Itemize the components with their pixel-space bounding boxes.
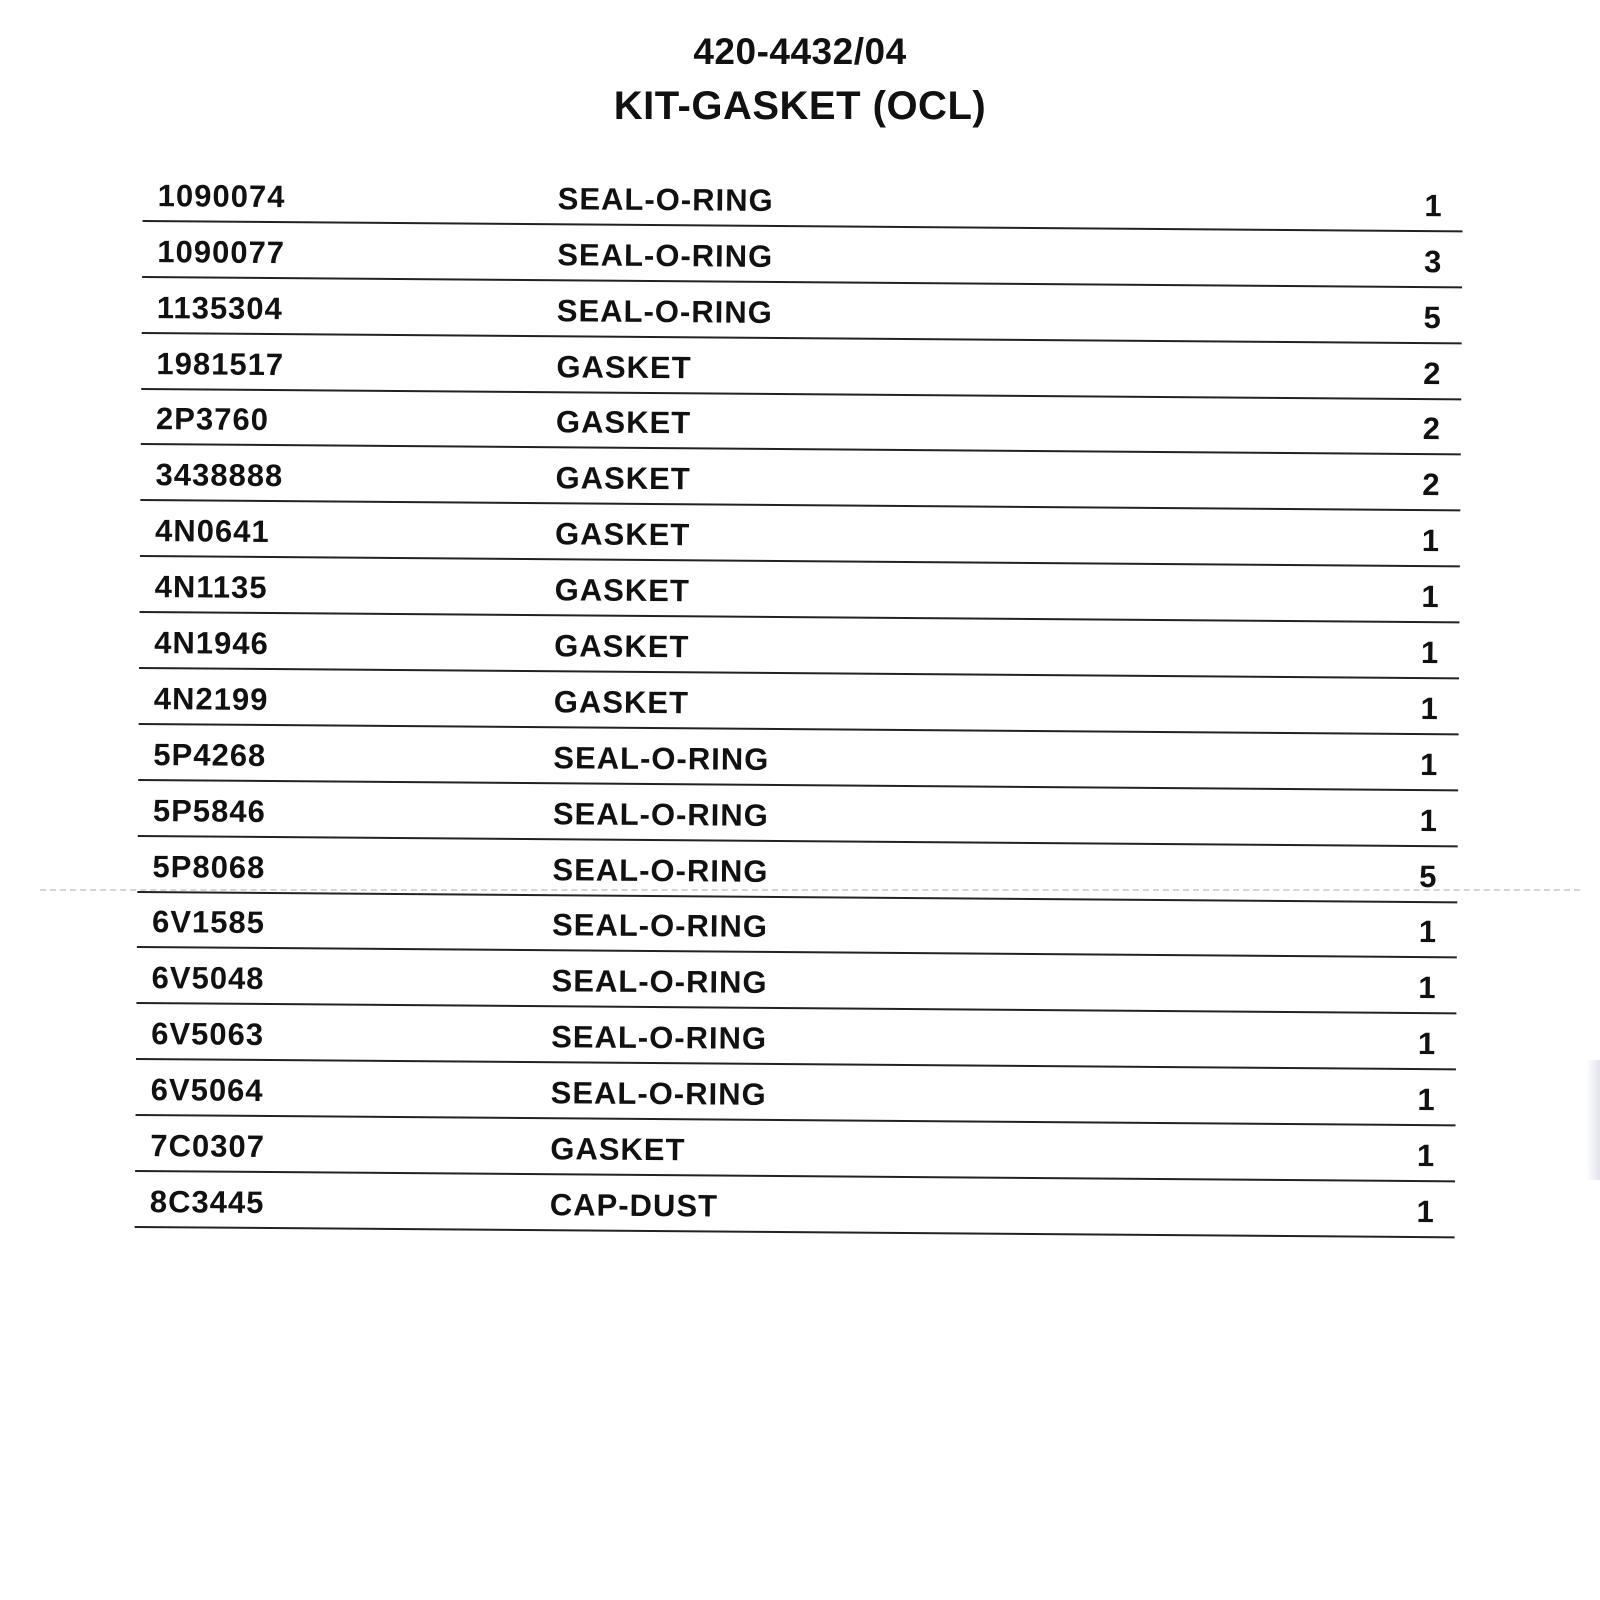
part-number-cell: 7C0307 — [150, 1128, 266, 1165]
quantity-cell: 1 — [1419, 802, 1439, 838]
part-number-cell: 5P4268 — [153, 736, 267, 773]
description-cell: SEAL-O-RING — [550, 1075, 767, 1113]
quantity-cell: 1 — [1418, 914, 1438, 950]
description-cell: GASKET — [553, 684, 690, 721]
description-cell: GASKET — [554, 572, 691, 609]
paper-fold-line — [40, 889, 1580, 891]
part-number-cell: 5P8068 — [152, 848, 266, 885]
quantity-cell: 1 — [1420, 635, 1440, 671]
description-cell: SEAL-O-RING — [552, 795, 769, 833]
parts-row — [139, 557, 1459, 623]
quantity-cell: 1 — [1424, 187, 1443, 224]
part-number-cell: 8C3445 — [149, 1184, 265, 1220]
parts-row — [136, 1060, 1456, 1126]
parts-row — [139, 669, 1459, 735]
part-number-cell: 6V5048 — [151, 960, 265, 997]
description-cell: SEAL-O-RING — [556, 292, 773, 330]
quantity-cell: 1 — [1416, 1193, 1435, 1230]
quantity-cell: 2 — [1423, 355, 1442, 391]
quantity-cell: 5 — [1419, 858, 1438, 894]
parts-row — [135, 1116, 1455, 1182]
part-number-cell: 6V1585 — [151, 904, 266, 941]
part-number-cell: 3438888 — [155, 457, 284, 494]
part-number-cell: 4N1946 — [154, 625, 269, 662]
quantity-cell: 2 — [1422, 467, 1441, 503]
description-cell: GASKET — [554, 628, 690, 665]
quantity-cell: 1 — [1421, 523, 1441, 559]
parts-row — [137, 893, 1457, 959]
quantity-cell: 1 — [1417, 1082, 1436, 1118]
part-number-cell: 1090077 — [157, 233, 286, 270]
parts-row — [136, 948, 1456, 1014]
document-header — [0, 26, 1600, 134]
parts-row — [143, 166, 1463, 232]
description-cell: SEAL-O-RING — [557, 181, 774, 218]
part-number-cell: 2P3760 — [155, 401, 270, 438]
parts-row — [141, 334, 1461, 400]
parts-row — [135, 1172, 1455, 1238]
part-number-cell: 4N0641 — [154, 513, 270, 550]
parts-row — [136, 1004, 1456, 1070]
quantity-cell: 5 — [1423, 299, 1442, 335]
description-cell: GASKET — [555, 460, 691, 497]
part-number-cell: 4N1135 — [154, 569, 268, 606]
description-cell: SEAL-O-RING — [551, 907, 769, 945]
quantity-cell: 1 — [1419, 746, 1439, 782]
parts-row — [137, 837, 1457, 903]
part-number-cell: 6V5063 — [151, 1016, 265, 1053]
description-cell: GASKET — [554, 516, 691, 553]
quantity-cell: 2 — [1422, 411, 1442, 447]
parts-row — [139, 613, 1459, 679]
quantity-cell: 1 — [1416, 1138, 1436, 1174]
parts-row — [140, 445, 1460, 511]
kit-title: KIT-GASKET (OCL) — [613, 84, 987, 128]
parts-row — [138, 725, 1458, 791]
scan-edge-mark — [1586, 1060, 1600, 1180]
description-cell: SEAL-O-RING — [553, 740, 770, 777]
description-cell: GASKET — [555, 404, 692, 441]
parts-list — [135, 166, 1463, 1238]
quantity-cell: 3 — [1423, 243, 1443, 279]
description-cell: CAP-DUST — [549, 1187, 719, 1224]
parts-row — [138, 781, 1458, 847]
parts-row — [140, 501, 1460, 567]
description-cell: GASKET — [556, 348, 692, 385]
quantity-cell: 1 — [1417, 1026, 1437, 1062]
quantity-cell: 1 — [1418, 970, 1437, 1006]
parts-row — [142, 222, 1462, 288]
parts-row — [141, 390, 1461, 456]
quantity-cell: 1 — [1421, 579, 1440, 615]
part-number-cell: 1981517 — [156, 345, 285, 382]
part-number-cell: 1090074 — [157, 178, 286, 215]
description-cell: SEAL-O-RING — [552, 851, 769, 889]
description-cell: GASKET — [550, 1131, 686, 1168]
description-cell: SEAL-O-RING — [551, 1019, 768, 1057]
part-number-cell: 4N2199 — [153, 681, 269, 717]
part-number-cell: 5P5846 — [152, 792, 266, 829]
description-cell: SEAL-O-RING — [551, 963, 768, 1001]
parts-row — [142, 278, 1462, 344]
kit-part-number: 420-4432/04 — [693, 31, 907, 72]
quantity-cell: 1 — [1420, 690, 1439, 727]
description-cell: SEAL-O-RING — [557, 237, 774, 274]
part-number-cell: 1135304 — [156, 289, 284, 326]
part-number-cell: 6V5064 — [150, 1072, 264, 1109]
